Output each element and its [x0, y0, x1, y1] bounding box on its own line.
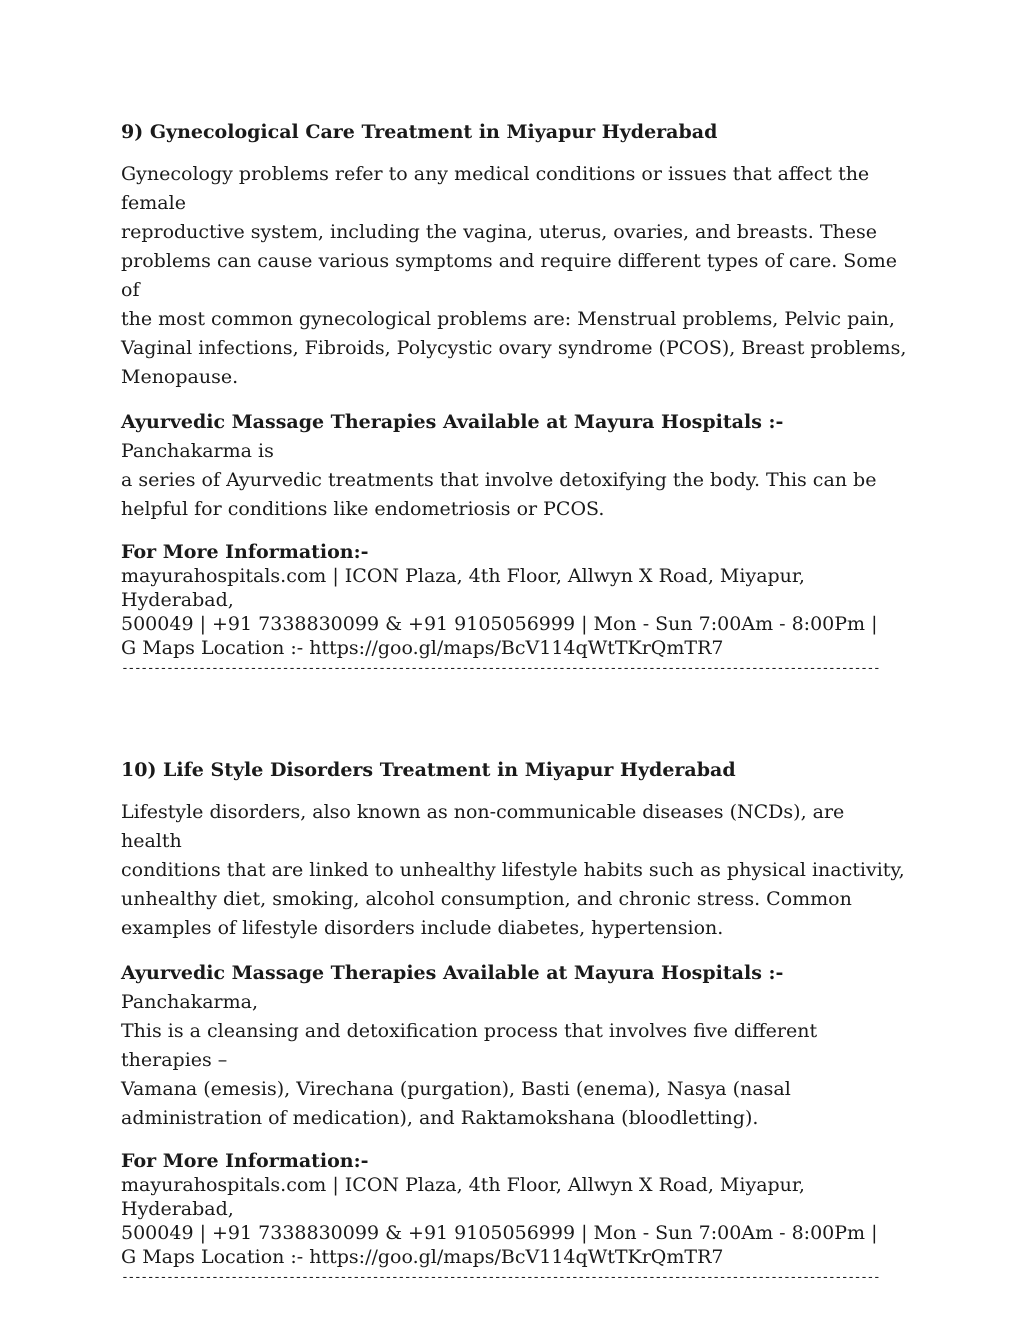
info-heading: For More Information:- — [121, 541, 369, 563]
description-line: Menopause. — [121, 366, 239, 388]
therapy-line: helpful for conditions like endometriosis or PCOS. — [121, 498, 605, 520]
section-heading: 9) Gynecological Care Treatment in Miyapur Hyderabad — [121, 121, 718, 143]
info-heading: For More Information:- — [121, 1150, 369, 1172]
contact-line: 500049 | +91 7338830099 & +91 9105056999 | Mon - Sun 7:00Am - 8:00Pm | — [121, 1222, 878, 1244]
contact-info — [121, 540, 911, 660]
therapy-label: Ayurvedic Massage Therapies Available at Mayura Hospitals :- — [121, 411, 784, 433]
description-line: the most common gynecological problems are: Menstrual problems, Pelvic pain, — [121, 308, 895, 330]
description-line: Vaginal infections, Fibroids, Polycystic ovary syndrome (PCOS), Breast problems, — [121, 337, 907, 359]
contact-info — [121, 1149, 911, 1269]
therapy-line: This is a cleansing and detoxification process that involves five different therapies – — [121, 1020, 818, 1071]
therapy-line: Panchakarma is — [121, 440, 274, 462]
description-line: conditions that are linked to unhealthy lifestyle habits such as physical inactivity, — [121, 859, 905, 881]
contact-line: 500049 | +91 7338830099 & +91 9105056999 | Mon - Sun 7:00Am - 8:00Pm | — [121, 613, 878, 635]
contact-line: mayurahospitals.com | ICON Plaza, 4th Floor, Allwyn X Road, Miyapur, Hyderabad, — [121, 565, 805, 611]
therapy-line: Vamana (emesis), Virechana (purgation), Basti (enema), Nasya (nasal — [121, 1078, 791, 1100]
section-description — [121, 160, 911, 392]
description-line: Lifestyle disorders, also known as non-communicable diseases (NCDs), are health — [121, 801, 845, 852]
therapy-paragraph — [121, 408, 911, 524]
divider-line: ---------------------------------------------------------------------------------------------------------------------- — [121, 661, 880, 676]
therapy-line: a series of Ayurvedic treatments that involve detoxifying the body. This can be — [121, 469, 877, 491]
document-page — [121, 118, 911, 1287]
section-lifestyle-disorders — [121, 756, 911, 1287]
maps-location-line: G Maps Location :- https://goo.gl/maps/BcV114qWtTKrQmTR7 — [121, 637, 724, 659]
divider-line: ---------------------------------------------------------------------------------------------------------------------- — [121, 1270, 880, 1285]
therapy-line: Panchakarma, — [121, 991, 259, 1013]
therapy-label: Ayurvedic Massage Therapies Available at Mayura Hospitals :- — [121, 962, 784, 984]
description-line: unhealthy diet, smoking, alcohol consumption, and chronic stress. Common — [121, 888, 852, 910]
description-line: problems can cause various symptoms and require different types of care. Some of — [121, 250, 898, 301]
therapy-line: administration of medication), and Raktamokshana (bloodletting). — [121, 1107, 759, 1129]
contact-line: mayurahospitals.com | ICON Plaza, 4th Floor, Allwyn X Road, Miyapur, Hyderabad, — [121, 1174, 805, 1220]
description-line: reproductive system, including the vagina, uterus, ovaries, and breasts. These — [121, 221, 877, 243]
description-line: Gynecology problems refer to any medical conditions or issues that affect the female — [121, 163, 870, 214]
section-gynecological-care — [121, 118, 911, 678]
description-line: examples of lifestyle disorders include diabetes, hypertension. — [121, 917, 724, 939]
therapy-paragraph — [121, 959, 911, 1133]
section-heading: 10) Life Style Disorders Treatment in Miyapur Hyderabad — [121, 759, 736, 781]
maps-location-line: G Maps Location :- https://goo.gl/maps/BcV114qWtTKrQmTR7 — [121, 1246, 724, 1268]
section-description — [121, 798, 911, 943]
